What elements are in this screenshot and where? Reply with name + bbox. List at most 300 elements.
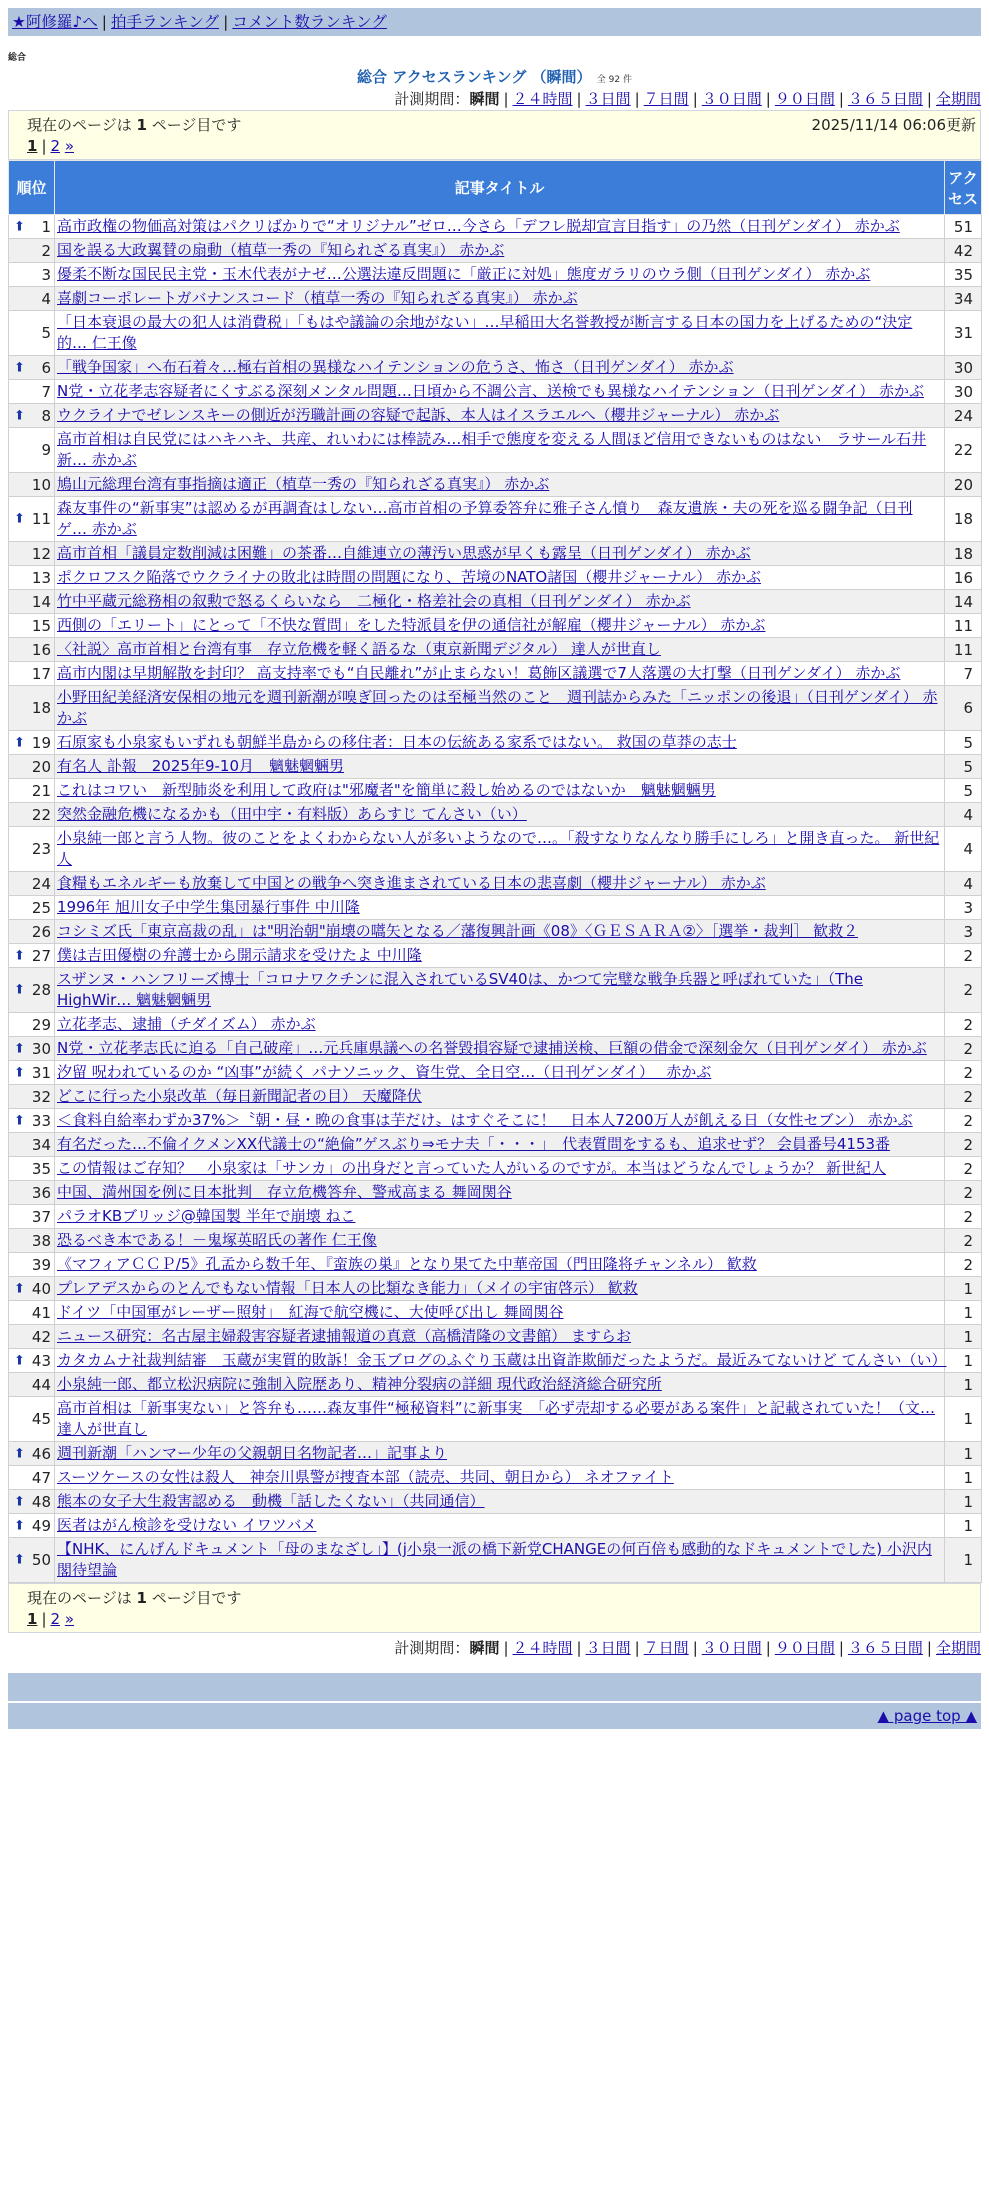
rank-number: 5 — [41, 324, 51, 342]
access-count: 5 — [945, 755, 982, 779]
rank-up-arrow-icon: ⬆ — [14, 1113, 25, 1128]
article-link[interactable]: 〈社説〉高市首相と台湾有事 存立危機を軽く語るな（東京新聞デジタル） 達人が世直し — [57, 640, 661, 658]
pagetop-bar — [8, 1703, 981, 1729]
pager-next[interactable]: » — [64, 137, 75, 155]
period-separator: | — [576, 1639, 582, 1657]
title-cell — [55, 1229, 945, 1253]
title-cell — [55, 239, 945, 263]
article-link[interactable]: ドイツ「中国軍がレーザー照射」 紅海で航空機に、大使呼び出し 舞岡関谷 — [57, 1303, 564, 1321]
title-cell — [55, 1490, 945, 1514]
article-link[interactable]: 医者はがん検診を受けない イワツバメ — [57, 1516, 317, 1534]
title-cell — [55, 1397, 945, 1442]
rank-number: 12 — [31, 544, 51, 563]
rank-cell — [9, 614, 55, 638]
article-link[interactable]: 小泉純一郎、都立松沢病院に強制入院歴あり、精神分裂病の詳細 現代政治経済総合研究所 — [57, 1375, 662, 1393]
article-link[interactable]: 「日本衰退の最大の犯人は消費税」「もはや議論の余地がない」…早稲田大名誉教授が断言する日本の国力を上げるための“決定的… 仁王像 — [57, 313, 913, 352]
table-row — [9, 473, 982, 497]
article-link[interactable]: コシミズ氏「東京高裁の乱」は"明治朝"崩壊の嚆矢となる／藩復興計画《08》〈ＧＥＳＡＲＡ②〉［選挙・裁判］ 歓救２ — [57, 922, 859, 940]
title-cell — [55, 662, 945, 686]
article-link[interactable]: 竹中平蔵元総務相の叙勲で怒るくらいなら 二極化・格差社会の真相（日刊ゲンダイ） 赤かぶ — [57, 592, 691, 610]
table-row — [9, 1490, 982, 1514]
current-page-pre: 現在のページは — [27, 1589, 132, 1607]
rank-cell — [9, 1229, 55, 1253]
title-cell — [55, 1349, 945, 1373]
article-link[interactable]: 有名だった…不倫イクメンXX代議士の“絶倫”ゲスぶり⇒モナ夫「・・・」 代表質問をするも、追求せず？ 会員番号4153番 — [57, 1135, 891, 1153]
rank-number: 21 — [31, 781, 51, 800]
table-row — [9, 263, 982, 287]
rank-header: 順位 — [9, 161, 55, 215]
access-count: 1 — [945, 1490, 982, 1514]
rank-cell — [9, 311, 55, 356]
pager-page-2[interactable]: 2 — [50, 1610, 61, 1628]
title-cell — [55, 1061, 945, 1085]
article-link[interactable]: 小泉純一郎と言う人物。彼のことをよくわからない人が多いようなので…。「殺すなりなんなり勝手にしろ」と開き直った。 新世紀人 — [57, 829, 940, 868]
rank-up-arrow-icon: ⬆ — [14, 948, 25, 963]
table-row — [9, 1061, 982, 1085]
rank-cell — [9, 662, 55, 686]
ranking-title: 総合 アクセスランキング （瞬間） — [357, 68, 592, 86]
article-link[interactable]: N党・立花孝志容疑者にくすぶる深刻メンタル問題…日頃から不調公言、送検でも異様なハイテンション（日刊ゲンダイ） 赤かぶ — [57, 382, 925, 400]
period-separator: | — [926, 1639, 932, 1657]
title-cell — [55, 968, 945, 1013]
article-link[interactable]: 熊本の女子大生殺害認める 動機「話したくない」（共同通信） — [57, 1492, 485, 1510]
title-cell — [55, 872, 945, 896]
title-header: 記事タイトル — [55, 161, 945, 215]
period-link-2[interactable]: ７日間 — [643, 90, 689, 108]
table-row — [9, 311, 982, 356]
access-count: 1 — [945, 1277, 982, 1301]
rank-cell — [9, 803, 55, 827]
rank-number: 36 — [31, 1183, 51, 1202]
rank-number: 32 — [31, 1087, 51, 1106]
home-link[interactable]: ★阿修羅♪へ — [12, 13, 98, 31]
title-cell — [55, 944, 945, 968]
article-link[interactable]: 「戦争国家」へ布石着々…極右首相の異様なハイテンションの危うさ、怖さ（日刊ゲンダイ） 赤かぶ — [57, 358, 734, 376]
article-link[interactable]: スーツケースの女性は殺人 神奈川県警が捜査本部（読売、共同、朝日から） ネオファイト — [57, 1468, 674, 1486]
pager-page-current: 1 — [27, 1610, 38, 1628]
article-link[interactable]: ポクロフスク陥落でウクライナの敗北は時間の問題になり、苦境のNATO諸国（櫻井ジャーナル） 赤かぶ — [57, 568, 761, 586]
title-cell — [55, 686, 945, 731]
table-row — [9, 803, 982, 827]
table-row — [9, 356, 982, 380]
table-row — [9, 1013, 982, 1037]
rank-number: 14 — [31, 592, 51, 611]
article-link[interactable]: 喜劇コーポレートガバナンスコード（植草一秀の『知られざる真実』） 赤かぶ — [57, 289, 578, 307]
article-link[interactable]: この情報はご存知？ 小泉家は「サンカ」の出身だと言っていた人がいるのですが。本当はどうなんでしょうか？ 新世紀人 — [57, 1159, 887, 1177]
title-cell — [55, 356, 945, 380]
nav-separator: | — [223, 13, 229, 31]
rank-number: 45 — [31, 1410, 51, 1428]
rank-cell — [9, 239, 55, 263]
period-link-6[interactable]: 全期間 — [935, 90, 981, 108]
rank-cell — [9, 1277, 55, 1301]
rank-cell — [9, 1301, 55, 1325]
period-link-5[interactable]: ３６５日間 — [847, 90, 923, 108]
rank-number: 31 — [31, 1063, 51, 1082]
rank-cell — [9, 1181, 55, 1205]
rank-up-arrow-icon: ⬆ — [14, 735, 25, 750]
title-cell — [55, 896, 945, 920]
table-row — [9, 239, 982, 263]
title-cell — [55, 497, 945, 542]
article-link[interactable]: ウクライナでゼレンスキーの側近が汚職計画の容疑で起訴、本人はイスラエルへ（櫻井ジャーナル） 赤かぶ — [57, 406, 780, 424]
rank-number: 17 — [31, 664, 51, 683]
table-row — [9, 896, 982, 920]
access-count: 2 — [945, 1181, 982, 1205]
pager-separator: | — [41, 137, 47, 155]
rank-number: 6 — [41, 358, 51, 377]
article-link[interactable]: 立花孝志、逮捕（チダイズム） 赤かぶ — [57, 1015, 316, 1033]
table-row — [9, 215, 982, 239]
access-count: 34 — [945, 287, 982, 311]
rank-up-arrow-icon: ⬆ — [14, 1353, 25, 1368]
access-count: 2 — [945, 1205, 982, 1229]
table-row — [9, 404, 982, 428]
title-cell — [55, 803, 945, 827]
pager-page-2[interactable]: 2 — [50, 137, 61, 155]
rank-up-arrow-icon: ⬆ — [14, 1552, 25, 1568]
access-count: 1 — [945, 1325, 982, 1349]
article-link[interactable]: 週刊新潮「ハンマー少年の父親朝日名物記者…」記事より — [57, 1444, 448, 1462]
period-current: 瞬間 — [469, 90, 500, 108]
access-count: 18 — [945, 497, 982, 542]
pager-next[interactable]: » — [64, 1610, 75, 1628]
rank-number: 42 — [31, 1327, 51, 1346]
access-count: 31 — [945, 311, 982, 356]
article-link[interactable]: 鳩山元総理台湾有事指摘は適正（植草一秀の『知られざる真実』） 赤かぶ — [57, 475, 550, 493]
table-row — [9, 638, 982, 662]
access-count: 30 — [945, 380, 982, 404]
rank-cell — [9, 920, 55, 944]
article-link[interactable]: これはコワい 新型肺炎を利用して政府は"邪魔者"を簡単に殺し始めるのではないか 魑魅魍魎男 — [57, 781, 716, 799]
period-separator: | — [926, 90, 932, 108]
access-count: 16 — [945, 566, 982, 590]
rank-number: 9 — [41, 441, 51, 459]
title-cell — [55, 1037, 945, 1061]
table-row — [9, 497, 982, 542]
access-count: 1 — [945, 1466, 982, 1490]
rank-cell — [9, 731, 55, 755]
title-cell — [55, 1205, 945, 1229]
table-row — [9, 1442, 982, 1466]
period-link-4[interactable]: ９０日間 — [774, 1639, 835, 1657]
period-label: 計測期間： — [394, 1639, 470, 1657]
rank-cell — [9, 1349, 55, 1373]
rank-number: 20 — [31, 757, 51, 776]
access-count: 11 — [945, 614, 982, 638]
title-cell — [55, 263, 945, 287]
article-link[interactable]: 【NHK、にんげんドキュメント「母のまなざし」】(j小泉一派の橋下新党CHANGEの何百倍も感動的なドキュメントでした) 小沢内閣待望論 — [57, 1540, 932, 1579]
rank-cell — [9, 1133, 55, 1157]
current-page-post: ページ目です — [151, 1589, 242, 1607]
article-link[interactable]: 1996年 旭川女子中学生集団暴行事件 中川隆 — [57, 898, 360, 916]
rank-up-arrow-icon: ⬆ — [14, 1446, 25, 1461]
title-cell — [55, 1325, 945, 1349]
total-count: 全 92 件 — [596, 75, 632, 85]
current-page-number: 1 — [136, 1589, 147, 1607]
rank-cell — [9, 542, 55, 566]
rank-cell — [9, 1442, 55, 1466]
access-count: 5 — [945, 779, 982, 803]
access-count: 4 — [945, 872, 982, 896]
article-link[interactable]: 高市政権の物価高対策はパクリばかりで“オリジナル”ゼロ…今さら「デフレ脱却宣言目指す」の乃然（日刊ゲンダイ） 赤かぶ — [57, 217, 900, 235]
title-cell — [55, 827, 945, 872]
rank-cell — [9, 1253, 55, 1277]
period-link-6[interactable]: 全期間 — [935, 1639, 981, 1657]
article-link[interactable]: どこに行った小泉改革（毎日新聞記者の目） 天魔降伏 — [57, 1087, 422, 1105]
title-cell — [55, 1514, 945, 1538]
table-row — [9, 1229, 982, 1253]
rank-cell — [9, 215, 55, 239]
article-link[interactable]: ニュース研究：名古屋主婦殺害容疑者逮捕報道の真意（高橋清隆の文書館） ますらお — [57, 1327, 632, 1345]
rank-number: 10 — [31, 475, 51, 494]
access-count: 11 — [945, 638, 982, 662]
article-link[interactable]: 高市首相は「新事実ない」と答弁も……森友事件“極秘資料”に新事実 「必ず売却する必要がある案件」と記載されていた！（文… 達人が世直し — [57, 1399, 936, 1438]
table-row — [9, 1325, 982, 1349]
top-nav-bar — [8, 8, 981, 36]
period-link-1[interactable]: ３日間 — [585, 1639, 631, 1657]
rank-number: 29 — [31, 1015, 51, 1034]
rank-cell — [9, 287, 55, 311]
table-row — [9, 1205, 982, 1229]
rank-cell — [9, 590, 55, 614]
rank-cell — [9, 755, 55, 779]
table-row — [9, 1109, 982, 1133]
table-row — [9, 755, 982, 779]
access-count: 4 — [945, 803, 982, 827]
rank-cell — [9, 1037, 55, 1061]
rank-number: 13 — [31, 568, 51, 587]
rank-cell — [9, 497, 55, 542]
rank-cell — [9, 1205, 55, 1229]
table-row — [9, 1037, 982, 1061]
rank-number: 40 — [31, 1279, 51, 1298]
rank-number: 26 — [31, 922, 51, 941]
access-count: 6 — [945, 686, 982, 731]
update-timestamp: 2025/11/14 06:06更新 — [811, 116, 976, 134]
title-cell — [55, 1538, 945, 1583]
title-cell — [55, 215, 945, 239]
rank-number: 24 — [31, 874, 51, 893]
table-row — [9, 1514, 982, 1538]
title-cell — [55, 1466, 945, 1490]
rank-cell — [9, 1085, 55, 1109]
title-cell — [55, 779, 945, 803]
title-cell — [55, 1373, 945, 1397]
title-cell — [55, 920, 945, 944]
table-row — [9, 731, 982, 755]
pager-page-current: 1 — [27, 137, 38, 155]
comment-ranking-link[interactable]: コメント数ランキング — [232, 13, 387, 31]
period-link-2[interactable]: ７日間 — [643, 1639, 689, 1657]
rank-number: 7 — [41, 382, 51, 401]
access-count: 2 — [945, 1085, 982, 1109]
article-link[interactable]: 西側の「エリート」にとって「不快な質問」をした特派員を伊の通信社が解雇（櫻井ジャーナル） 赤かぶ — [57, 616, 766, 634]
table-row — [9, 662, 982, 686]
article-link[interactable]: 石原家も小泉家もいずれも朝鮮半島からの移住者：日本の伝統ある家系ではない。 救国の草莽の志士 — [57, 733, 737, 751]
title-cell — [55, 1181, 945, 1205]
article-link[interactable]: プレアデスからのとんでもない情報「日本人の比類なき能力」（メイの宇宙啓示） 歓救 — [57, 1279, 638, 1297]
table-row — [9, 920, 982, 944]
title-cell — [55, 380, 945, 404]
title-cell — [55, 1301, 945, 1325]
article-link[interactable]: 有名人 訃報 2025年9-10月 魑魅魍魎男 — [57, 757, 344, 775]
article-link[interactable]: N党・立花孝志氏に迫る「自己破産」…元兵庫県議への名誉毀損容疑で逮捕送検、巨額の借金で深刻金欠（日刊ゲンダイ） 赤かぶ — [57, 1039, 927, 1057]
article-link[interactable]: 国を誤る大政翼賛の扇動（植草一秀の『知られざる真実』） 赤かぶ — [57, 241, 505, 259]
period-link-5[interactable]: ３６５日間 — [847, 1639, 923, 1657]
article-link[interactable]: 汐留 呪われているのか “凶事”が続く パナソニック、資生党、全日空…（日刊ゲンダイ） 赤かぶ — [57, 1063, 712, 1081]
rank-cell — [9, 1514, 55, 1538]
rank-number: 37 — [31, 1207, 51, 1226]
access-count: 35 — [945, 263, 982, 287]
access-count: 1 — [945, 1397, 982, 1442]
table-row — [9, 1157, 982, 1181]
title-cell — [55, 731, 945, 755]
rank-cell — [9, 638, 55, 662]
article-link[interactable]: 高市首相は自民党にはハキハキ、共産、れいわには棒読み…相手で態度を変える人間ほど信用できないものはない ラサール石井 新… 赤かぶ — [57, 430, 927, 469]
access-count: 2 — [945, 1157, 982, 1181]
article-link[interactable]: 高市内閣は早期解散を封印？ 高支持率でも“自民離れ”が止まらない！葛飾区議選で7人落選の大打撃（日刊ゲンダイ） 赤かぶ — [57, 664, 901, 682]
access-count: 2 — [945, 944, 982, 968]
article-link[interactable]: ＜食料自給率わずか37%＞〝朝・昼・晩の食事は芋だけ〟はすぐそこに！ 日本人7200万人が飢える日（女性セブン） 赤かぶ — [57, 1111, 913, 1129]
rank-cell — [9, 1061, 55, 1085]
rank-up-arrow-icon: ⬆ — [14, 1494, 25, 1509]
access-count: 2 — [945, 968, 982, 1013]
rank-number: 33 — [31, 1111, 51, 1130]
table-row — [9, 380, 982, 404]
article-link[interactable]: 僕は吉田優樹の弁護士から開示請求を受けたよ 中川隆 — [57, 946, 422, 964]
current-page-text — [27, 1587, 241, 1608]
rank-number: 46 — [31, 1444, 51, 1463]
page-top-link[interactable]: ▲ page top ▲ — [877, 1707, 977, 1725]
rank-cell — [9, 1466, 55, 1490]
table-row — [9, 779, 982, 803]
rank-number: 38 — [31, 1231, 51, 1250]
access-count: 2 — [945, 1253, 982, 1277]
rank-number: 48 — [31, 1492, 51, 1511]
rank-up-arrow-icon: ⬆ — [14, 982, 25, 998]
access-count: 2 — [945, 1133, 982, 1157]
article-link[interactable]: スザンヌ・ハンフリーズ博士「コロナワクチンに混入されているSV40は、かつて完璧な戦争兵器と呼ばれていた」（The HighWir… 魑魅魍魎男 — [57, 970, 863, 1009]
footer-bar — [8, 1673, 981, 1701]
title-cell — [55, 755, 945, 779]
period-selector-bottom — [8, 1637, 981, 1659]
title-cell — [55, 311, 945, 356]
period-separator: | — [692, 1639, 698, 1657]
period-separator: | — [634, 90, 640, 108]
title-cell — [55, 428, 945, 473]
rank-cell — [9, 1013, 55, 1037]
access-count: 1 — [945, 1301, 982, 1325]
applause-ranking-link[interactable]: 拍手ランキング — [111, 13, 220, 31]
article-link[interactable]: 森友事件の“新事実”は認めるが再調査はしない…高市首相の予算委答弁に雅子さん憤り 森友遺族・夫の死を巡る闘争記（日刊ゲ… 赤かぶ — [57, 499, 913, 538]
current-page-post: ページ目です — [151, 116, 242, 134]
rank-up-arrow-icon: ⬆ — [14, 1065, 25, 1080]
rank-number: 11 — [31, 510, 51, 528]
table-row — [9, 1466, 982, 1490]
article-link[interactable]: 優柔不断な国民民主党・玉木代表がナゼ…公選法違反問題に「厳正に対処」態度ガラリのウラ側（日刊ゲンダイ） 赤かぶ — [57, 265, 871, 283]
access-count: 2 — [945, 1037, 982, 1061]
period-link-3[interactable]: ３０日間 — [701, 90, 762, 108]
period-link-3[interactable]: ３０日間 — [701, 1639, 762, 1657]
rank-cell — [9, 779, 55, 803]
rank-cell — [9, 1157, 55, 1181]
rank-cell — [9, 1397, 55, 1442]
title-cell — [55, 638, 945, 662]
article-link[interactable]: 小野田紀美経済安保相の地元を週刊新潮が嗅ぎ回ったのは至極当然のこと 週刊誌からみた「ニッポンの後退」（日刊ゲンダイ） 赤かぶ — [57, 688, 938, 727]
access-count: 2 — [945, 1061, 982, 1085]
table-row — [9, 1277, 982, 1301]
access-count: 3 — [945, 896, 982, 920]
article-link[interactable]: 《マフィアＣＣＰ/5》孔孟から数千年、『蛮族の巣』となり果てた中華帝国（門田隆将チャンネル） 歓救 — [57, 1255, 757, 1273]
period-link-0[interactable]: ２４時間 — [512, 1639, 573, 1657]
rank-number: 18 — [31, 699, 51, 717]
rank-cell — [9, 1373, 55, 1397]
article-link[interactable]: パラオKBブリッジ@韓国製 半年で崩壊 ねこ — [57, 1207, 356, 1225]
rank-number: 47 — [31, 1468, 51, 1487]
period-separator: | — [503, 1639, 509, 1657]
title-cell — [55, 404, 945, 428]
rank-number: 43 — [31, 1351, 51, 1370]
table-row — [9, 590, 982, 614]
period-separator: | — [503, 90, 509, 108]
rank-up-arrow-icon: ⬆ — [14, 360, 25, 375]
rank-up-arrow-icon: ⬆ — [14, 511, 25, 527]
article-link[interactable]: 食糧もエネルギーも放棄して中国との戦争へ突き進まされている日本の悲喜劇（櫻井ジャーナル） 赤かぶ — [57, 874, 766, 892]
article-link[interactable]: 突然金融危機になるかも（田中宇・有料版）あらすじ てんさい（い） — [57, 805, 527, 823]
period-link-0[interactable]: ２４時間 — [512, 90, 573, 108]
title-cell — [55, 614, 945, 638]
table-row — [9, 944, 982, 968]
table-row — [9, 1301, 982, 1325]
article-link[interactable]: 恐るべき本である！－鬼塚英昭氏の著作 仁王像 — [57, 1231, 377, 1249]
table-row — [9, 1253, 982, 1277]
access-header: アクセス — [945, 161, 982, 215]
article-link[interactable]: 高市首相「議員定数削減は困難」の茶番…自維連立の薄汚い思惑が早くも露呈（日刊ゲンダイ） 赤かぶ — [57, 544, 751, 562]
period-link-1[interactable]: ３日間 — [585, 90, 631, 108]
access-count: 30 — [945, 356, 982, 380]
table-row — [9, 968, 982, 1013]
title-cell — [55, 287, 945, 311]
rank-number: 19 — [31, 733, 51, 752]
period-separator: | — [838, 1639, 844, 1657]
title-cell — [55, 1013, 945, 1037]
title-cell — [55, 1253, 945, 1277]
ranking-table — [8, 160, 982, 1583]
table-row — [9, 428, 982, 473]
title-cell — [55, 1442, 945, 1466]
period-separator: | — [765, 90, 771, 108]
rank-cell — [9, 428, 55, 473]
period-current: 瞬間 — [469, 1639, 500, 1657]
article-link[interactable]: 中国、満州国を例に日本批判 存立危機答弁、警戒高まる 舞岡関谷 — [57, 1183, 512, 1201]
access-count: 1 — [945, 1349, 982, 1373]
rank-number: 22 — [31, 805, 51, 824]
access-count: 1 — [945, 1514, 982, 1538]
period-link-4[interactable]: ９０日間 — [774, 90, 835, 108]
rank-cell — [9, 968, 55, 1013]
access-count: 18 — [945, 542, 982, 566]
access-count: 42 — [945, 239, 982, 263]
title-cell — [55, 1085, 945, 1109]
rank-cell — [9, 944, 55, 968]
current-page-number: 1 — [136, 116, 147, 134]
rank-cell — [9, 473, 55, 497]
title-cell — [55, 566, 945, 590]
rank-number: 3 — [41, 265, 51, 284]
period-separator: | — [838, 90, 844, 108]
article-link[interactable]: カタカムナ社裁判結審 玉蔵が実質的敗訴！金玉ブログのふぐり玉蔵は出資詐欺師だったようだ。最近みてないけど てんさい（い） — [57, 1351, 947, 1369]
